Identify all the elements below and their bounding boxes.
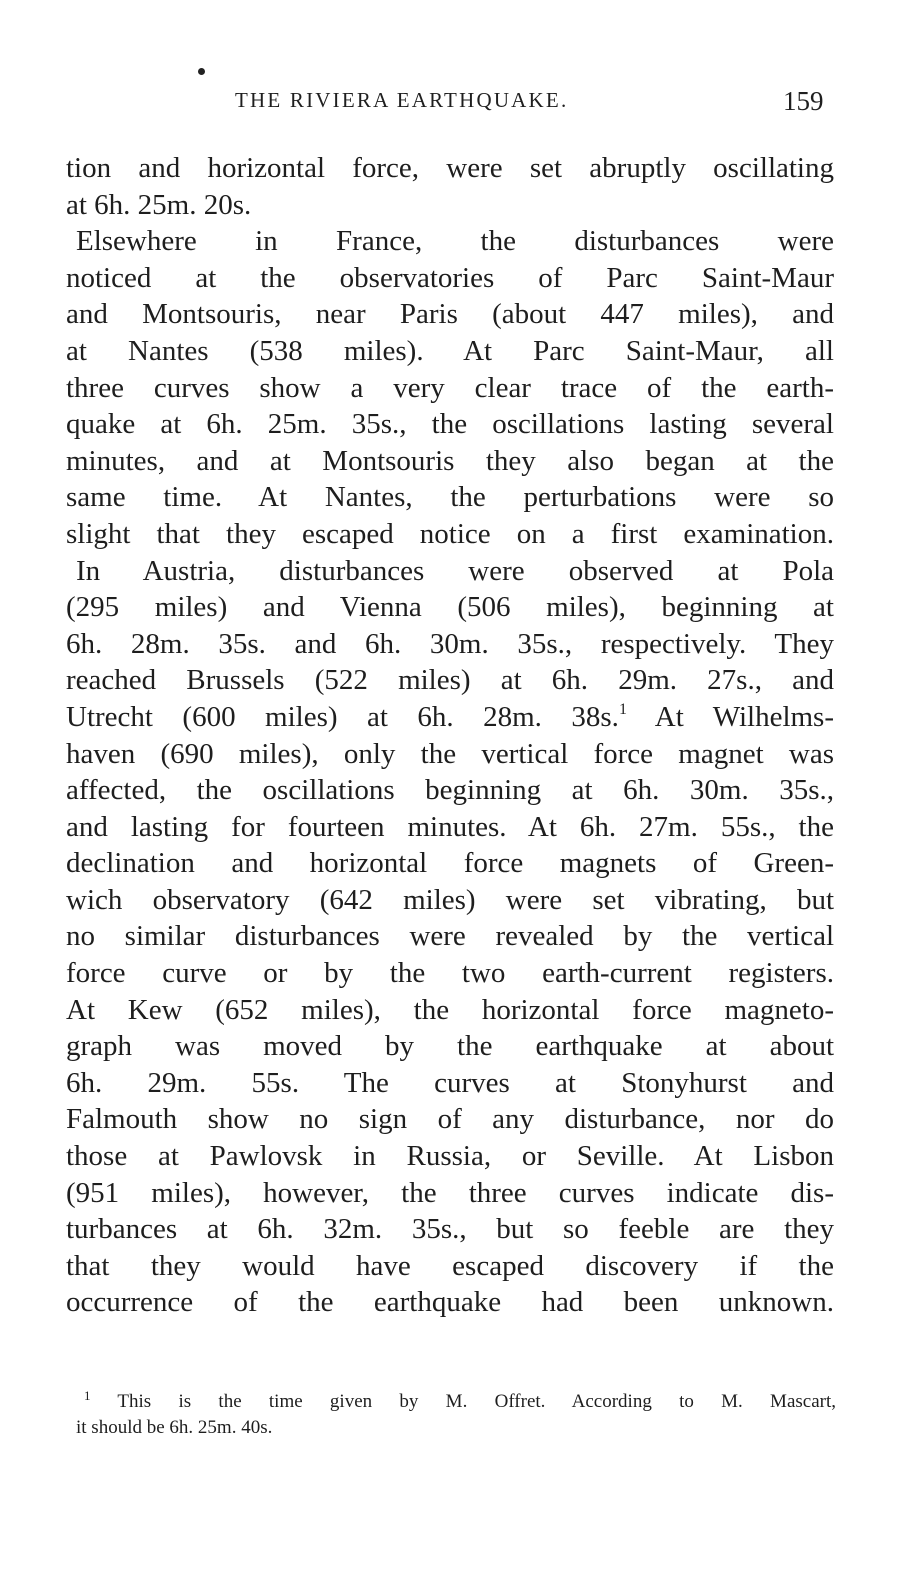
text-line: turbances at 6h. 32m. 35s., but so feeble are they bbox=[66, 1213, 834, 1246]
text-line: no similar disturbances were revealed by the vertical bbox=[66, 920, 834, 953]
text-line: three curves show a very clear trace of the earth- bbox=[66, 371, 834, 404]
running-title: THE RIVIERA EARTHQUAKE. bbox=[235, 88, 569, 112]
text-line: those at Pawlovsk in Russia, or Seville. At Lisbon bbox=[66, 1140, 834, 1173]
text-line: at Nantes (538 miles). At Parc Saint-Maur, all bbox=[66, 334, 834, 367]
footnote-text: This is the time given by M. Offret. According to M. Mascart, bbox=[90, 1391, 836, 1412]
text-line: occurrence of the earthquake had been unknown. bbox=[66, 1286, 834, 1319]
text-line: force curve or by the two earth-current registers. bbox=[66, 957, 834, 990]
text-line: same time. At Nantes, the perturbations were so bbox=[66, 481, 834, 514]
text-segment: At Wilhelms- bbox=[626, 700, 834, 733]
text-line: wich observatory (642 miles) were set vibrating, but bbox=[66, 883, 834, 916]
text-line: tion and horizontal force, were set abruptly oscillating bbox=[66, 152, 834, 184]
text-line: reached Brussels (522 miles) at 6h. 29m. 27s., and bbox=[66, 664, 834, 697]
text-line-with-footnote-ref bbox=[66, 699, 834, 736]
text-line: and lasting for fourteen minutes. At 6h. 27m. 55s., the bbox=[66, 810, 834, 843]
text-line: 6h. 29m. 55s. The curves at Stonyhurst and bbox=[66, 1066, 834, 1099]
text-line: haven (690 miles), only the vertical force magnet was bbox=[66, 737, 834, 770]
text-line: that they would have escaped discovery if the bbox=[66, 1249, 834, 1282]
text-line: 6h. 28m. 35s. and 6h. 30m. 35s., respectively. They bbox=[66, 627, 834, 660]
text-line: (951 miles), however, the three curves indicate dis- bbox=[66, 1176, 834, 1209]
footnote-line bbox=[76, 1389, 836, 1415]
text-line: graph was moved by the earthquake at about bbox=[66, 1030, 834, 1063]
text-line: noticed at the observatories of Parc Saint-Maur bbox=[66, 261, 834, 294]
text-line: At Kew (652 miles), the horizontal force magneto- bbox=[66, 993, 834, 1026]
text-line: and Montsouris, near Paris (about 447 miles), and bbox=[66, 298, 834, 331]
text-line: In Austria, disturbances were observed at Pola bbox=[76, 554, 834, 587]
footnote-reference[interactable]: 1 bbox=[618, 700, 627, 718]
text-line: Falmouth show no sign of any disturbance, nor do bbox=[66, 1103, 834, 1136]
footnote-marker: 1 bbox=[84, 1388, 91, 1403]
text-line: (295 miles) and Vienna (506 miles), beginning at bbox=[66, 591, 834, 624]
footnote bbox=[76, 1389, 836, 1441]
text-line: Elsewhere in France, the disturbances were bbox=[76, 225, 834, 258]
text-line: declination and horizontal force magnets of Green- bbox=[66, 847, 834, 880]
text-line: slight that they escaped notice on a first examination. bbox=[66, 517, 834, 550]
text-line: quake at 6h. 25m. 35s., the oscillations lasting several bbox=[66, 408, 834, 441]
printer-dot-mark bbox=[198, 68, 205, 75]
text-segment: Utrecht (600 miles) at 6h. 28m. 38s. bbox=[66, 700, 619, 733]
text-line: affected, the oscillations beginning at 6h. 30m. 35s., bbox=[66, 774, 834, 807]
footnote-line: it should be 6h. 25m. 40s. bbox=[76, 1417, 273, 1438]
text-line: minutes, and at Montsouris they also began at the bbox=[66, 444, 834, 477]
page-number: 159 bbox=[783, 86, 824, 116]
body-text bbox=[66, 150, 834, 1321]
text-line: at 6h. 25m. 20s. bbox=[66, 188, 252, 221]
